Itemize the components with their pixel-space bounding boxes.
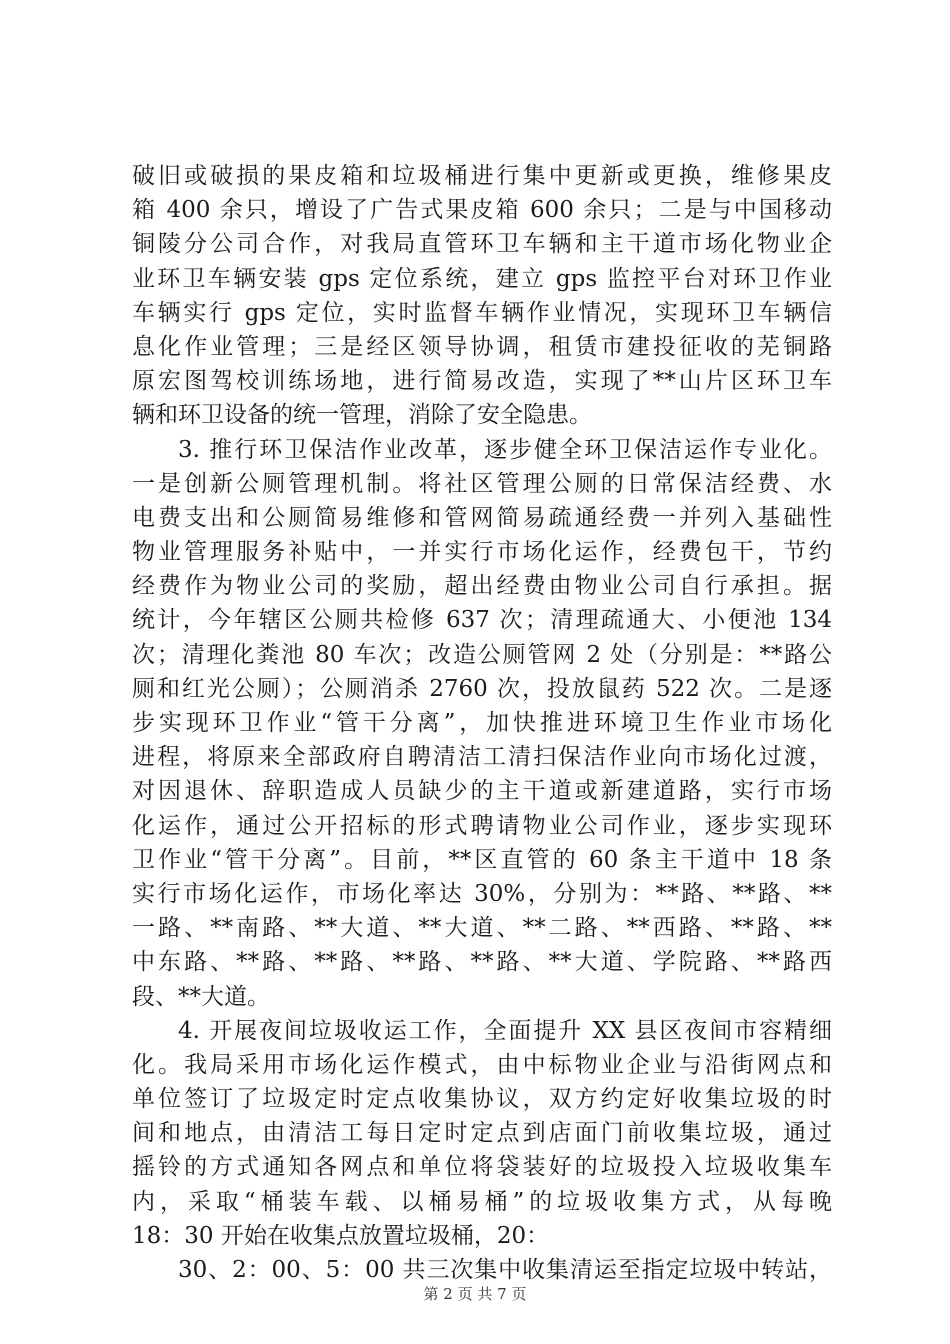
text-line: 电费支出和公厕简易维修和管网简易疏通经费一并列入基础性 — [132, 504, 832, 531]
text-line: 统计，今年辖区公厕共检修 637 次；清理疏通大、小便池 134 — [132, 607, 832, 634]
text-line: 息化作业管理；三是经区领导协调，租赁市建投征收的芜铜路 — [132, 333, 832, 360]
text-line: 4. 开展夜间垃圾收运工作，全面提升 XX 县区夜间市容精细 — [178, 1017, 832, 1044]
text-line: 间和地点，由清洁工每日定时定点到店面门前收集垃圾，通过 — [132, 1120, 832, 1147]
text-line: 30、2：00、5：00 共三次集中收集清运至指定垃圾中转站， — [178, 1257, 832, 1283]
text-line: 一是创新公厕管理机制。将社区管理公厕的日常保洁经费、水 — [132, 470, 832, 497]
text-line: 次；清理化粪池 80 车次；改造公厕管网 2 处（分别是：**路公 — [132, 641, 832, 668]
text-line: 18：30 开始在收集点放置垃圾桶，20： — [132, 1222, 550, 1249]
text-line: 内，采取“桶装车载、以桶易桶”的垃圾收集方式，从每晚 — [132, 1188, 832, 1215]
text-line: 铜陵分公司合作，对我局直管环卫车辆和主干道市场化物业企 — [132, 231, 832, 258]
document-body — [132, 159, 832, 1287]
text-line: 箱 400 余只，增设了广告式果皮箱 600 余只；二是与中国移动 — [132, 197, 832, 224]
text-line: 一路、**南路、**大道、**大道、**二路、**西路、**路、** — [132, 915, 832, 942]
text-line: 中东路、**路、**路、**路、**路、**大道、学院路、**路西 — [132, 949, 832, 976]
text-line: 步实现环卫作业“管干分离”，加快推进环境卫生作业市场化 — [132, 710, 832, 736]
text-line: 段、**大道。 — [132, 983, 270, 1010]
text-line: 物业管理服务补贴中，一并实行市场化运作，经费包干，节约 — [132, 539, 832, 566]
text-line: 实行市场化运作，市场化率达 30%，分别为：**路、**路、** — [132, 880, 832, 907]
text-line: 业环卫车辆安装 gps 定位系统，建立 gps 监控平台对环卫作业 — [132, 265, 832, 292]
text-line: 经费作为物业公司的奖励，超出经费由物业公司自行承担。据 — [132, 573, 832, 600]
page-footer: 第 2 页 共 7 页 — [423, 1285, 527, 1303]
text-line: 3. 推行环卫保洁作业改革，逐步健全环卫保洁运作专业化。 — [178, 436, 832, 463]
text-line: 进程，将原来全部政府自聘清洁工清扫保洁作业向市场化过渡， — [132, 744, 832, 771]
text-line: 摇铃的方式通知各网点和单位将袋装好的垃圾投入垃圾收集车 — [132, 1154, 832, 1181]
text-line: 辆和环卫设备的统一管理，消除了安全隐患。 — [132, 402, 592, 429]
text-line: 破旧或破损的果皮箱和垃圾桶进行集中更新或更换，维修果皮 — [132, 163, 832, 189]
text-line: 原宏图驾校训练场地，进行简易改造，实现了**山片区环卫车 — [132, 368, 832, 395]
text-line: 车辆实行 gps 定位，实时监督车辆作业情况，实现环卫车辆信 — [132, 299, 832, 326]
text-line: 卫作业“管干分离”。目前，**区直管的 60 条主干道中 18 条 — [132, 846, 832, 873]
text-line: 化运作，通过公开招标的形式聘请物业公司作业，逐步实现环 — [132, 812, 832, 839]
text-line: 化。我局采用市场化运作模式，由中标物业企业与沿街网点和 — [132, 1051, 832, 1078]
text-line: 厕和红光公厕）；公厕消杀 2760 次，投放鼠药 522 次。二是逐 — [132, 675, 832, 702]
text-line: 单位签订了垃圾定时定点收集协议，双方约定好收集垃圾的时 — [132, 1086, 832, 1113]
text-line: 对因退休、辞职造成人员缺少的主干道或新建道路，实行市场 — [132, 778, 832, 805]
